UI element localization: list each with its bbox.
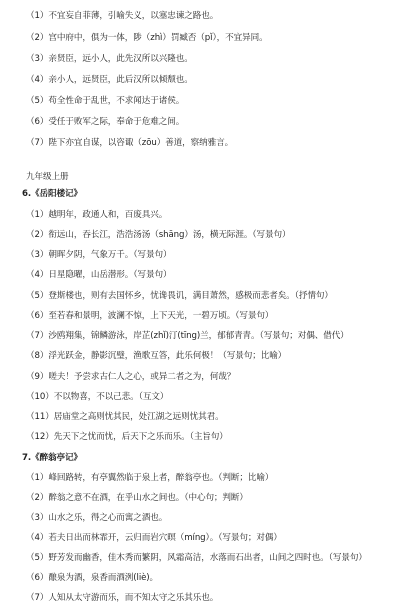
list-item: （5）登斯楼也，则有去国怀乡，忧谗畏讥，满目萧然，感极而悲者矣。（抒情句）: [26, 291, 333, 301]
list-item: （12）先天下之忧而忧，后天下之乐而乐。（主旨句）: [26, 432, 228, 442]
list-item: （1）不宜妄自菲薄，引喻失义，以塞忠谏之路也。: [26, 11, 219, 21]
list-item: （3）朝晖夕阴，气象万千。（写景句）: [26, 250, 172, 260]
list-item: （7）人知从太守游而乐，而不知太守之乐其乐也。: [26, 593, 219, 603]
list-item: （3）山水之乐，得之心而寓之酒也。: [26, 513, 168, 523]
list-item: （1）峰回路转，有亭翼然临于泉上者，醉翁亭也。（判断；比喻）: [26, 473, 274, 483]
list-item: （6）受任于败军之际，奉命于危难之间。: [26, 117, 185, 127]
section-title: 九年级上册: [26, 172, 69, 182]
list-item: （4）日星隐曜，山岳潜形。（写景句）: [26, 270, 172, 280]
chapter-heading: 7.《醉翁亭记》: [22, 453, 83, 463]
list-item: （6）酿泉为酒，泉香而酒洌(liè)。: [26, 573, 159, 583]
list-item: （11）居庙堂之高则忧其民，处江湖之远则忧其君。: [26, 412, 224, 422]
list-item: （5）野芳发而幽香，佳木秀而繁阴，风霜高洁，水落而石出者，山间之四时也。（写景句）: [26, 553, 367, 563]
list-item: （2）衔远山，吞长江，浩浩汤汤（shāng）汤，横无际涯。（写景句）: [26, 230, 291, 240]
list-item: （10）不以物喜，不以己悲。（互文）: [26, 392, 169, 402]
list-item: （2）宫中府中，俱为一体，陟（zhì）罚臧否（pǐ），不宜异同。: [26, 33, 268, 43]
list-item: （8）浮光跃金，静影沉璧，渔歌互答，此乐何极！（写景句；比喻）: [26, 351, 287, 361]
list-item: （4）亲小人，远贤臣，此后汉所以倾颓也。: [26, 75, 193, 85]
list-item: （2）醉翁之意不在酒，在乎山水之间也。（中心句；判断）: [26, 493, 248, 503]
list-item: （7）陛下亦宜自谋，以咨诹（zōu）善道，察纳雅言。: [26, 138, 234, 148]
list-item: （7）沙鸥翔集，锦鳞游泳，岸芷(zhǐ)汀(tīng)兰，郁郁青青。（写景句；对偶、借代）: [26, 331, 349, 341]
list-item: （3）亲贤臣，远小人，此先汉所以兴隆也。: [26, 54, 193, 64]
list-item: （9）嗟夫！予尝求古仁人之心，或异二者之为，何哉？: [26, 372, 236, 382]
list-item: （5）苟全性命于乱世，不求闻达于诸侯。: [26, 96, 185, 106]
chapter-heading: 6.《岳阳楼记》: [22, 189, 83, 199]
list-item: （6）至若春和景明，波澜不惊，上下天光，一碧万顷。（写景句）: [26, 311, 274, 321]
list-item: （4）若夫日出而林霏开，云归而岩穴暝（míng）。（写景句；对偶）: [26, 533, 282, 543]
list-item: （1）越明年，政通人和，百废具兴。: [26, 210, 168, 220]
